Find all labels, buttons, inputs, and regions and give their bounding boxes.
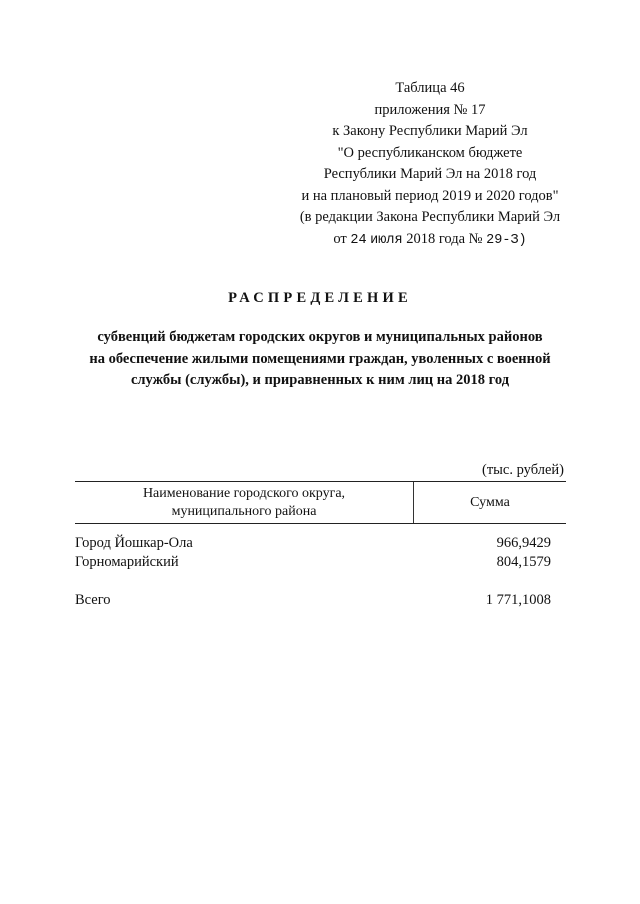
column-header-sum: Сумма bbox=[470, 494, 510, 510]
units-label: (тыс. рублей) bbox=[482, 462, 564, 478]
table-row-total bbox=[75, 592, 551, 609]
date-year: 2018 года № bbox=[406, 230, 483, 247]
table-row bbox=[75, 535, 551, 552]
subtitle-line-1: субвенций бюджетам городских округов и муниципальных районов bbox=[97, 329, 543, 345]
header-line-period: и на плановый период 2019 и 2020 годов" bbox=[301, 187, 559, 204]
law-number: 29-З) bbox=[486, 232, 527, 248]
date-day: 24 bbox=[350, 232, 367, 248]
subtitle-line-2: на обеспечение жилыми помещениями граждан, уволенных с военной bbox=[89, 350, 551, 367]
row-sum: 966,9429 bbox=[496, 535, 551, 551]
header-line-budget: "О республиканском бюджете bbox=[337, 144, 523, 161]
total-label: Всего bbox=[75, 592, 111, 608]
date-month: июля bbox=[370, 232, 403, 248]
header-line-edition: (в редакции Закона Республики Марий Эл bbox=[299, 209, 561, 225]
row-name: Горномарийский bbox=[75, 554, 179, 570]
row-sum: 804,1579 bbox=[496, 554, 551, 570]
header-line-date bbox=[260, 229, 600, 252]
subtitle-line-3: службы (службы), и приравненных к ним лиц на 2018 год bbox=[130, 372, 510, 388]
table-header bbox=[75, 481, 566, 524]
date-prefix: от bbox=[333, 230, 347, 247]
document-title: РАСПРЕДЕЛЕНИЕ bbox=[228, 290, 412, 306]
total-sum: 1 771,1008 bbox=[485, 592, 551, 608]
column-header-name-line-2: муниципального района bbox=[171, 503, 317, 519]
table-row bbox=[75, 554, 551, 571]
document-subtitle bbox=[60, 327, 580, 392]
row-name: Город Йошкар-Ола bbox=[75, 535, 193, 551]
header-line-republic: Республики Марий Эл на 2018 год bbox=[323, 166, 537, 182]
header-line-table: Таблица 46 bbox=[395, 80, 465, 96]
column-header-name bbox=[75, 482, 414, 523]
distribution-table bbox=[75, 481, 566, 524]
header-block bbox=[260, 78, 600, 251]
header-line-law: к Закону Республики Марий Эл bbox=[332, 123, 528, 139]
column-header-name-line-1: Наименование городского округа, bbox=[142, 485, 346, 501]
header-line-appendix: приложения № 17 bbox=[374, 101, 486, 118]
